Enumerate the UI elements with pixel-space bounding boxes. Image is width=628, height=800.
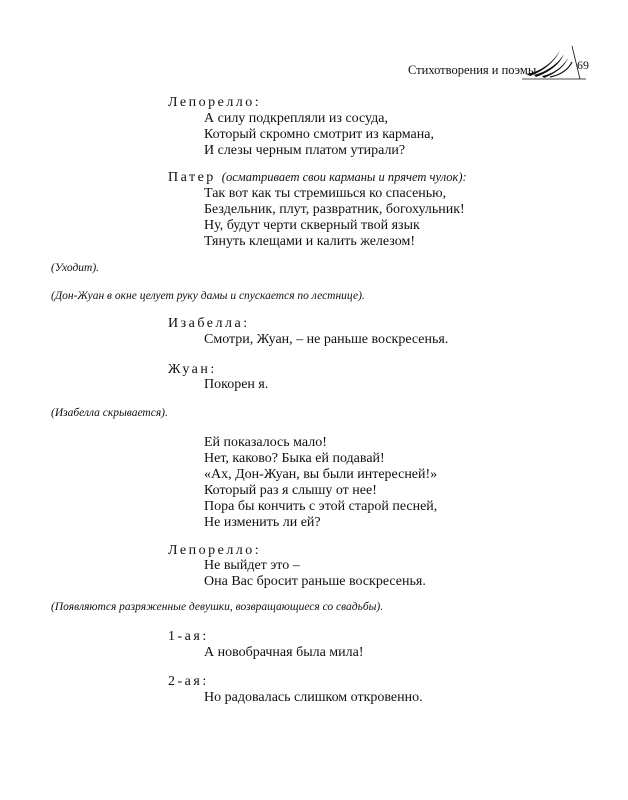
speaker-isabella: Изабелла:	[168, 316, 250, 331]
verse-first-girl	[204, 645, 364, 661]
speaker-pater	[168, 170, 467, 186]
verse-second-girl	[204, 690, 423, 706]
verse-leporello-2	[204, 558, 426, 590]
speaker-juan: Жуан:	[168, 362, 217, 377]
verse-line: Который раз я слышу от нее!	[204, 483, 377, 498]
verse-line: «Ах, Дон-Жуан, вы были интересней!»	[204, 467, 438, 482]
verse-leporello-1	[204, 111, 434, 159]
verse-line: Тянуть клещами и калить железом!	[204, 234, 415, 249]
verse-juan-continued	[204, 435, 437, 531]
speaker-second-girl: 2-ая:	[168, 674, 209, 689]
running-header-title: Стихотворения и поэмы	[408, 63, 537, 77]
speaker-leporello-2: Лепорелло:	[168, 543, 262, 558]
verse-line: Не выйдет это –	[204, 558, 300, 573]
verse-line: Который скромно смотрит из кармана,	[204, 127, 434, 142]
verse-line: И слезы черным платом утирали?	[204, 143, 406, 158]
speaker-leporello-1: Лепорелло:	[168, 95, 262, 110]
verse-line: Она Вас бросит раньше воскресенья.	[204, 574, 426, 589]
verse-line: Так вот как ты стремишься ко спасенью,	[204, 186, 447, 201]
verse-isabella	[204, 332, 448, 348]
speaker-first-girl: 1-ая:	[168, 629, 209, 644]
stage-direction: (Дон-Жуан в окне целует руку дамы и спускается по лестнице).	[51, 290, 365, 302]
verse-line: Но радовалась слишком откровенно.	[204, 690, 423, 705]
page-number: 69	[577, 58, 589, 72]
stage-direction: (Изабелла скрывается).	[51, 407, 168, 419]
verse-line: Смотри, Жуан, – не раньше воскресенья.	[204, 332, 449, 347]
verse-pater	[204, 186, 465, 250]
verse-juan	[204, 377, 268, 393]
stage-direction: (Появляются разряженные девушки, возвращающиеся со свадьбы).	[51, 601, 384, 613]
stage-direction: (Уходит).	[51, 262, 100, 274]
verse-line: Нет, каково? Быка ей подавай!	[204, 451, 385, 466]
stage-direction-inline: (осматривает свои карманы и прячет чулок):	[221, 170, 467, 184]
verse-line: Покорен я.	[204, 377, 269, 392]
verse-line: Ну, будут черти скверный твой язык	[204, 218, 420, 233]
speaker-name: Патер	[168, 170, 216, 185]
verse-line: Пора бы кончить с этой старой песней,	[204, 499, 438, 514]
verse-line: Бездельник, плут, развратник, богохульник!	[204, 202, 465, 217]
verse-line: А новобрачная была мила!	[204, 645, 364, 660]
verse-line: Ей показалось мало!	[204, 435, 327, 450]
verse-line: Не изменить ли ей?	[204, 515, 321, 530]
verse-line: А силу подкрепляли из сосуда,	[204, 111, 388, 126]
